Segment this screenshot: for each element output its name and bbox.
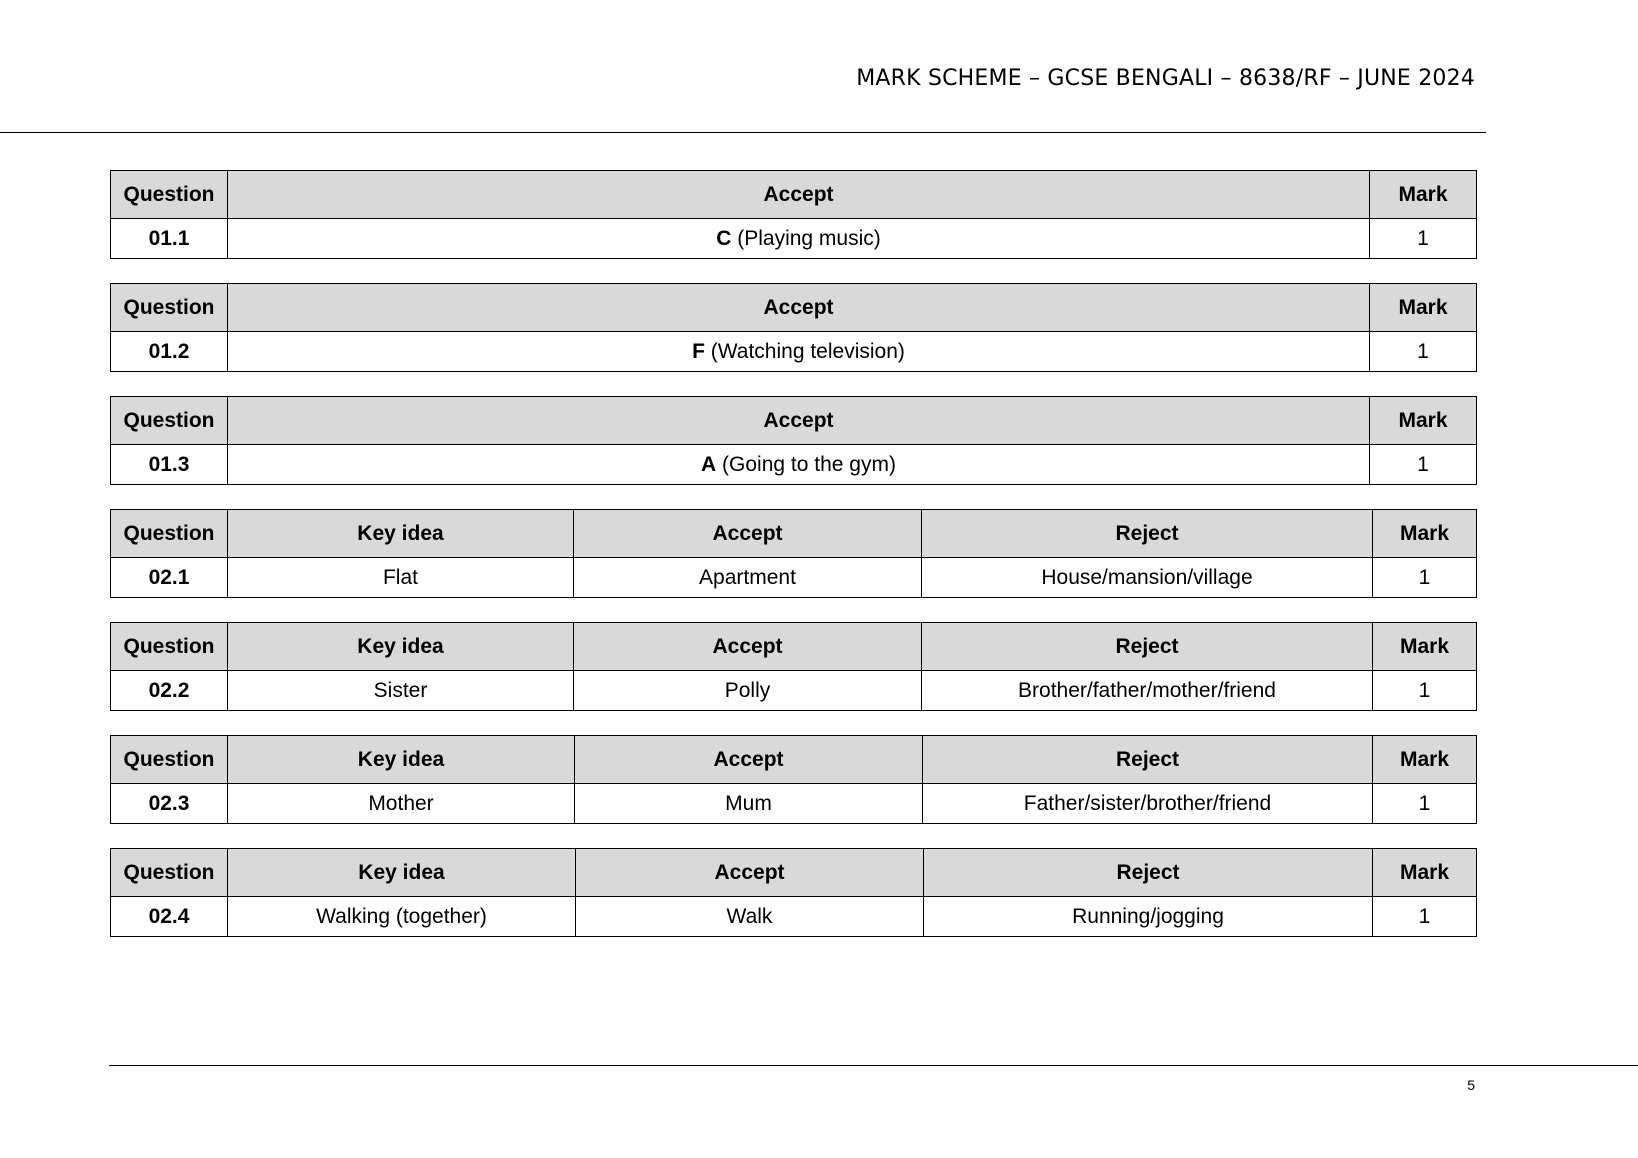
- table-header-row: [111, 849, 1477, 897]
- mark-value: 1: [1370, 332, 1477, 372]
- header-key-idea: Key idea: [228, 849, 576, 897]
- header-mark: Mark: [1373, 849, 1477, 897]
- mark-table-02-1: [110, 509, 1477, 598]
- table-header-row: [111, 397, 1477, 445]
- mark-value: 1: [1373, 784, 1477, 824]
- answer-letter: F: [692, 339, 705, 363]
- page-header-title: MARK SCHEME – GCSE BENGALI – 8638/RF – JUNE 2024: [856, 66, 1475, 91]
- header-key-idea: Key idea: [228, 510, 574, 558]
- header-reject: Reject: [923, 736, 1373, 784]
- header-question: Question: [111, 849, 228, 897]
- table-row: [111, 671, 1477, 711]
- header-question: Question: [111, 284, 228, 332]
- mark-value: 1: [1373, 897, 1477, 937]
- header-accept: Accept: [228, 284, 1370, 332]
- table-row: [111, 784, 1477, 824]
- header-question: Question: [111, 736, 228, 784]
- key-idea-cell: Walking (together): [228, 897, 576, 937]
- header-reject: Reject: [922, 510, 1373, 558]
- header-divider: [0, 132, 1486, 133]
- question-number: 02.3: [111, 784, 228, 824]
- header-question: Question: [111, 510, 228, 558]
- question-number: 01.2: [111, 332, 228, 372]
- mark-table-01-2: [110, 283, 1477, 372]
- header-reject: Reject: [922, 623, 1373, 671]
- header-mark: Mark: [1370, 284, 1477, 332]
- header-key-idea: Key idea: [228, 623, 574, 671]
- header-accept: Accept: [228, 397, 1370, 445]
- header-accept: Accept: [576, 849, 924, 897]
- reject-cell: House/mansion/village: [922, 558, 1373, 598]
- mark-table-02-2: [110, 622, 1477, 711]
- question-number: 02.4: [111, 897, 228, 937]
- header-question: Question: [111, 623, 228, 671]
- mark-table-01-1: [110, 170, 1477, 259]
- accept-cell: Mum: [575, 784, 923, 824]
- mark-scheme-tables: [110, 170, 1476, 961]
- header-accept: Accept: [574, 510, 922, 558]
- mark-value: 1: [1373, 558, 1477, 598]
- question-number: 01.3: [111, 445, 228, 485]
- mark-table-01-3: [110, 396, 1477, 485]
- table-row: [111, 897, 1477, 937]
- table-row: [111, 219, 1477, 259]
- reject-cell: Running/jogging: [924, 897, 1373, 937]
- table-row: [111, 558, 1477, 598]
- key-idea-cell: Mother: [228, 784, 575, 824]
- table-row: [111, 332, 1477, 372]
- reject-cell: Father/sister/brother/friend: [923, 784, 1373, 824]
- header-accept: Accept: [228, 171, 1370, 219]
- question-number: 02.2: [111, 671, 228, 711]
- header-question: Question: [111, 397, 228, 445]
- table-header-row: [111, 510, 1477, 558]
- accept-cell: [228, 445, 1370, 485]
- question-number: 02.1: [111, 558, 228, 598]
- table-header-row: [111, 284, 1477, 332]
- page-number: 5: [1467, 1077, 1475, 1093]
- header-mark: Mark: [1373, 736, 1477, 784]
- header-mark: Mark: [1370, 171, 1477, 219]
- mark-table-02-3: [110, 735, 1477, 824]
- header-mark: Mark: [1373, 510, 1477, 558]
- header-accept: Accept: [575, 736, 923, 784]
- mark-value: 1: [1370, 445, 1477, 485]
- accept-cell: Walk: [576, 897, 924, 937]
- header-key-idea: Key idea: [228, 736, 575, 784]
- header-reject: Reject: [924, 849, 1373, 897]
- table-header-row: [111, 623, 1477, 671]
- footer-divider: [109, 1065, 1638, 1066]
- header-mark: Mark: [1370, 397, 1477, 445]
- header-mark: Mark: [1373, 623, 1477, 671]
- mark-value: 1: [1373, 671, 1477, 711]
- reject-cell: Brother/father/mother/friend: [922, 671, 1373, 711]
- mark-value: 1: [1370, 219, 1477, 259]
- table-row: [111, 445, 1477, 485]
- accept-cell: [228, 219, 1370, 259]
- key-idea-cell: Flat: [228, 558, 574, 598]
- mark-table-02-4: [110, 848, 1477, 937]
- answer-text: (Watching television): [704, 339, 905, 363]
- header-accept: Accept: [574, 623, 922, 671]
- answer-text: (Playing music): [731, 226, 881, 250]
- accept-cell: Apartment: [574, 558, 922, 598]
- accept-cell: [228, 332, 1370, 372]
- table-header-row: [111, 171, 1477, 219]
- table-header-row: [111, 736, 1477, 784]
- answer-text: (Going to the gym): [716, 452, 896, 476]
- header-question: Question: [111, 171, 228, 219]
- key-idea-cell: Sister: [228, 671, 574, 711]
- answer-letter: C: [716, 226, 732, 250]
- question-number: 01.1: [111, 219, 228, 259]
- accept-cell: Polly: [574, 671, 922, 711]
- answer-letter: A: [701, 452, 717, 476]
